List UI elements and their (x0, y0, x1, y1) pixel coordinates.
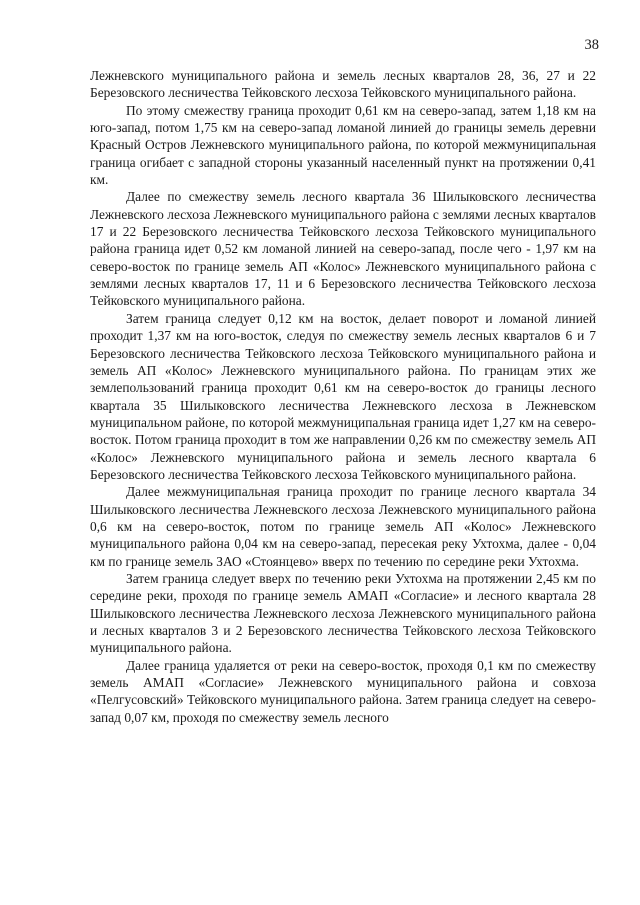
paragraph-3: Далее по смежеству земель лесного квартала 36 Шилыковского лесничества Лежневского лесхоза Лежневского муниципального района с землями лесных кварталов 17 и 22 Березовского лесничества Тейковского лесхоза Тейковского муниципального района граница идет 0,52 км ломаной линией на северо-запад, после чего - 1,97 км на северо-восток по границе земель АП «Колос» Лежневского муниципального района с землями лесных кварталов 17, 11 и 6 Березовского лесничества Тейковского лесхоза Тейковского муниципального района. (90, 189, 596, 309)
document-body (90, 67, 596, 726)
page-number: 38 (584, 37, 599, 53)
paragraph-7: Далее граница удаляется от реки на северо-восток, проходя 0,1 км по смежеству земель АМАП «Согласие» Лежневского муниципального района и совхоза «Пелгусовский» Тейковского муниципального района. Затем граница следует на северо-запад 0,07 км, проходя по смежеству земель лесного (90, 657, 596, 725)
paragraph-1: Лежневского муниципального района и земель лесных кварталов 28, 36, 27 и 22 Березовского лесничества Тейковского лесхоза Тейковского муниципального района. (90, 68, 596, 101)
paragraph-4: Затем граница следует 0,12 км на восток, делает поворот и ломаной линией проходит 1,37 км на юго-восток, следуя по смежеству земель лесных кварталов 6 и 7 Березовского лесничества Тейковского лесхоза Тейковского муниципального района и земель АП «Колос» Лежневского муниципального района. По границам этих же землепользований граница проходит 0,61 км на северо-восток до границы лесного квартала 35 Шилыковского лесничества Лежневского лесхоза в Лежневском муниципальном районе, по которой межмуниципальная граница идет 1,27 км на северо-восток. Потом граница проходит в том же направлении 0,26 км по смежеству земель АП «Колос» Лежневского муниципального района и земель лесного квартала 6 Березовского лесничества Тейковского лесхоза Тейковского муниципального района. (90, 310, 596, 482)
paragraph-6: Затем граница следует вверх по течению реки Ухтохма на протяжении 2,45 км по середине реки, проходя по границе земель АМАП «Согласие» и лесного квартала 28 Шилыковского лесничества Лежневского лесхоза Лежневского муниципального района и лесных кварталов 3 и 2 Березовского лесничества Тейковского лесхоза Тейковского муниципального района. (90, 570, 596, 656)
paragraph-5: Далее межмуниципальная граница проходит по границе лесного квартала 34 Шилыковского лесничества Лежневского лесхоза Лежневского муниципального района 0,6 км на северо-восток, потом по границе земель АП «Колос» Лежневского муниципального района 0,04 км на северо-запад, пересекая реку Ухтохма, далее - 0,04 км по границе земель ЗАО «Стоянцево» вверх по течению по середине реки Ухтохма. (90, 484, 596, 569)
paragraph-2: По этому смежеству граница проходит 0,61 км на северо-запад, затем 1,18 км на юго-запад, потом 1,75 км на северо-запад ломаной линией до границы земель деревни Красный Остров Лежневского муниципального района, по которой межмуниципальная граница огибает с западной стороны указанный населенный пункт на протяжении 0,41 км. (90, 102, 596, 188)
